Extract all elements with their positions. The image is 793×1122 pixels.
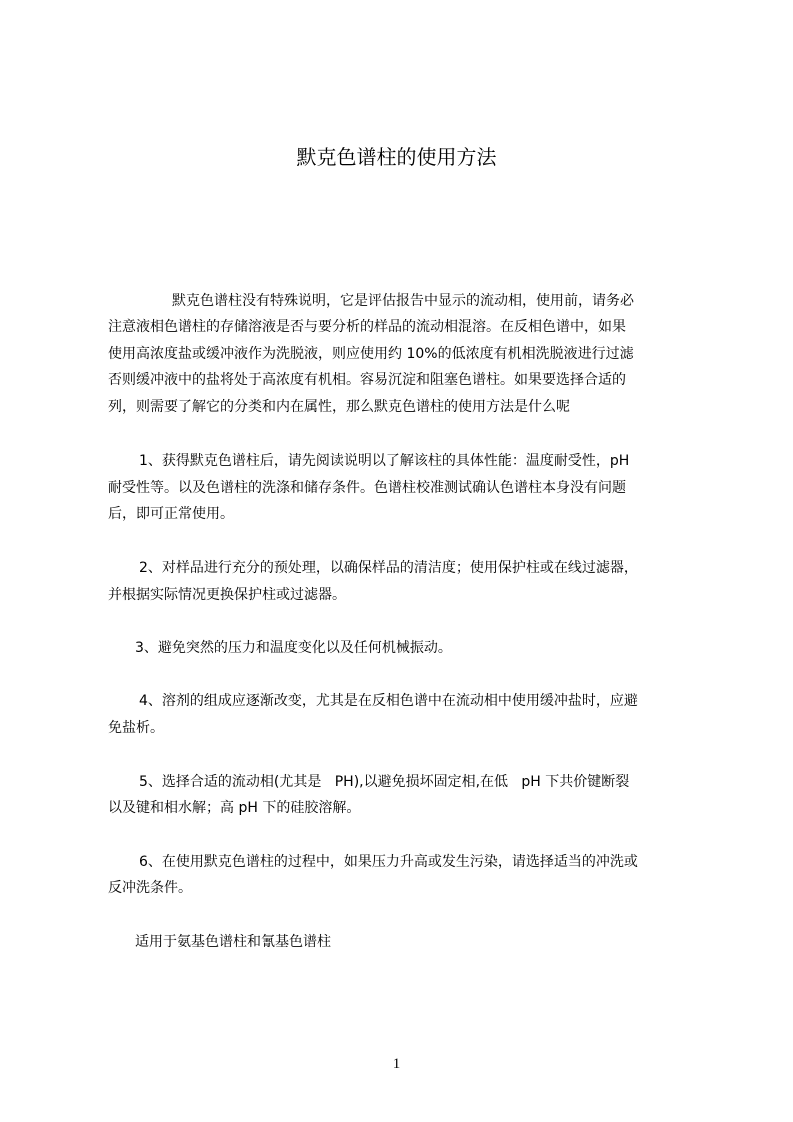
- page-number: 1: [392, 1056, 401, 1072]
- intro-line-3: 使用高浓度盐或缓冲液作为洗脱液，则应使用约 10%的低浓度有机相洗脱液进行过滤: [108, 346, 634, 362]
- item-2-line-2: 并根据实际情况更换保护柱或过滤器。: [108, 587, 346, 603]
- item-5-line-1: 5、选择合适的流动相(尤其是 PH),以避免损坏固定相,在低 pH 下共价键断裂: [139, 774, 630, 790]
- item-6-line-2: 反冲洗条件。: [108, 880, 192, 896]
- item-6-line-1: 6、在使用默克色谱柱的过程中，如果压力升高或发生污染，请选择适当的冲洗或: [139, 854, 638, 870]
- item-5-line-2: 以及键和相水解；高 pH 下的硅胶溶解。: [108, 800, 361, 816]
- item-1-line-1: 1、获得默克色谱柱后，请先阅读说明以了解该柱的具体性能：温度耐受性，pH: [139, 453, 630, 469]
- applicability-note: 适用于氨基色谱柱和氰基色谱柱: [135, 934, 331, 950]
- item-2-line-1: 2、对样品进行充分的预处理，以确保样品的清洁度；使用保护柱或在线过滤器，: [139, 560, 638, 576]
- item-4-line-2: 免盐析。: [108, 720, 164, 736]
- item-1-line-2: 耐受性等。以及色谱柱的洗涤和储存条件。色谱柱校准测试确认色谱柱本身没有问题: [108, 480, 626, 496]
- item-1-line-3: 后，即可正常使用。: [108, 506, 234, 522]
- item-4-line-1: 4、溶剂的组成应逐渐改变，尤其是在反相色谱中在流动相中使用缓冲盐时，应避: [139, 693, 638, 709]
- intro-line-1: 默克色谱柱没有特殊说明，它是评估报告中显示的流动相，使用前，请务必: [172, 293, 634, 309]
- intro-line-4: 否则缓冲液中的盐将处于高浓度有机相。容易沉淀和阻塞色谱柱。如果要选择合适的: [108, 372, 626, 388]
- intro-line-2: 注意液相色谱柱的存储溶液是否与要分析的样品的流动相混溶。在反相色谱中，如果: [108, 319, 626, 335]
- item-3-line-1: 3、避免突然的压力和温度变化以及任何机械振动。: [135, 640, 452, 656]
- document-title: 默克色谱柱的使用方法: [296, 145, 497, 169]
- intro-line-5: 列，则需要了解它的分类和内在属性，那么默克色谱柱的使用方法是什么呢: [108, 399, 570, 415]
